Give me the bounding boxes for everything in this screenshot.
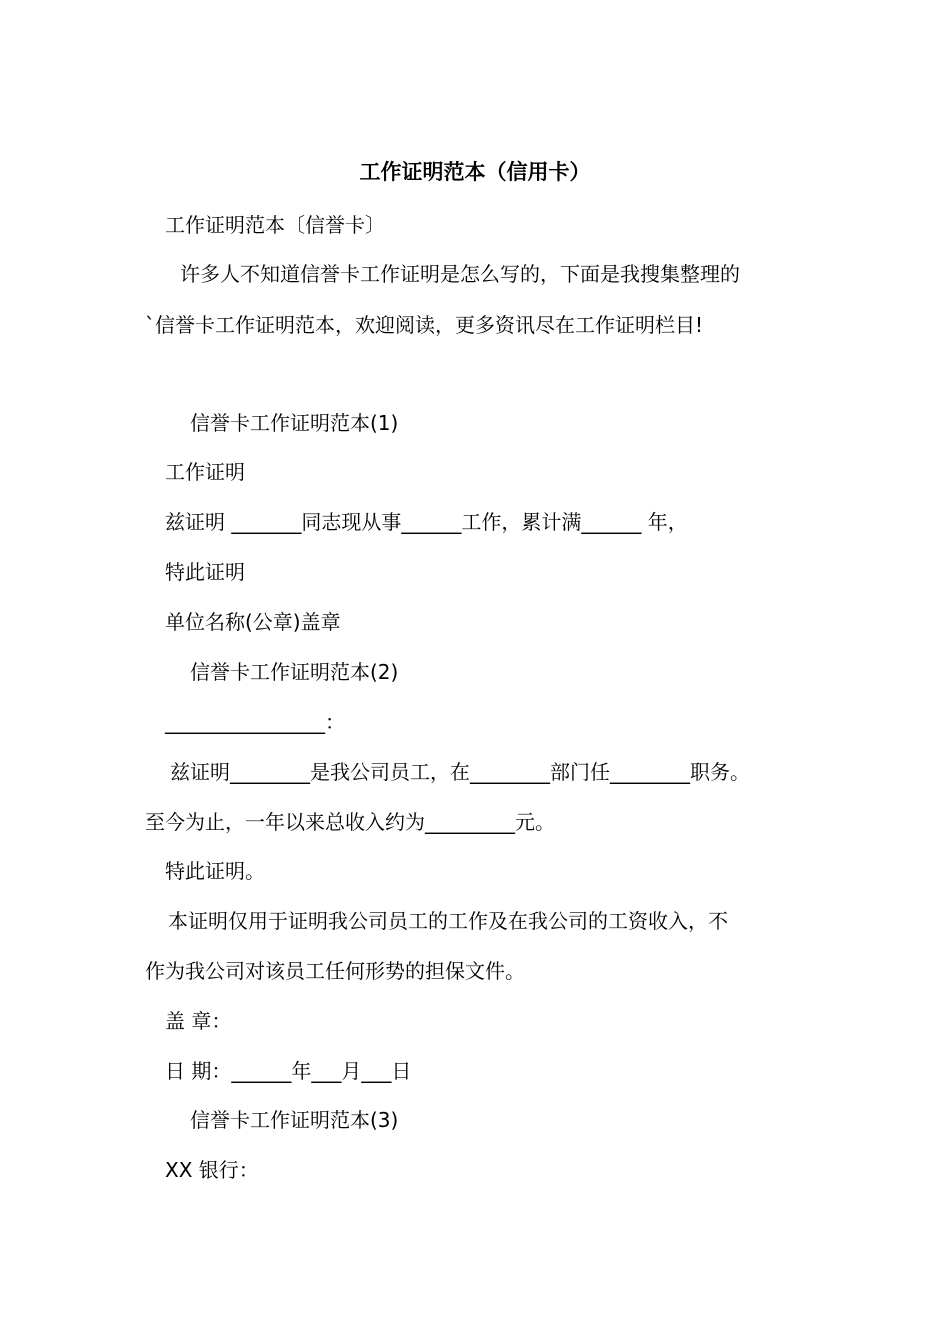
subtitle: 工作证明范本〔信誉卡〕 [165,213,385,237]
paragraph: 特此证明。 [165,859,265,883]
paragraph: ________________： [165,710,345,734]
section-heading-2: 信誉卡工作证明范本(2) [190,660,399,684]
paragraph: 特此证明 [165,560,245,584]
paragraph: 日 期：______年___月___日 [165,1059,412,1083]
intro-line-2: `信誉卡工作证明范本，欢迎阅读，更多资讯尽在工作证明栏目! [145,313,704,337]
paragraph: 兹证明________是我公司员工，在________部门任________职务。 [170,760,750,784]
paragraph: 本证明仅用于证明我公司员工的工作及在我公司的工资收入，不 [168,909,728,933]
paragraph: 单位名称(公章)盖章 [165,610,341,634]
paragraph: 作为我公司对该员工任何形势的担保文件。 [145,959,525,983]
section-heading-3: 信誉卡工作证明范本(3) [190,1108,399,1132]
paragraph: 工作证明 [165,460,245,484]
paragraph: 盖 章： [165,1009,232,1033]
intro-line-1: 许多人不知道信誉卡工作证明是怎么写的，下面是我搜集整理的 [180,262,740,286]
paragraph: 至今为止，一年以来总收入约为_________元。 [145,810,555,834]
paragraph: 兹证明 _______同志现从事______工作，累计满______ 年， [165,510,688,534]
document-title: 工作证明范本（信用卡） [359,160,591,184]
paragraph: XX 银行： [165,1158,259,1182]
section-heading-1: 信誉卡工作证明范本(1) [190,411,399,435]
